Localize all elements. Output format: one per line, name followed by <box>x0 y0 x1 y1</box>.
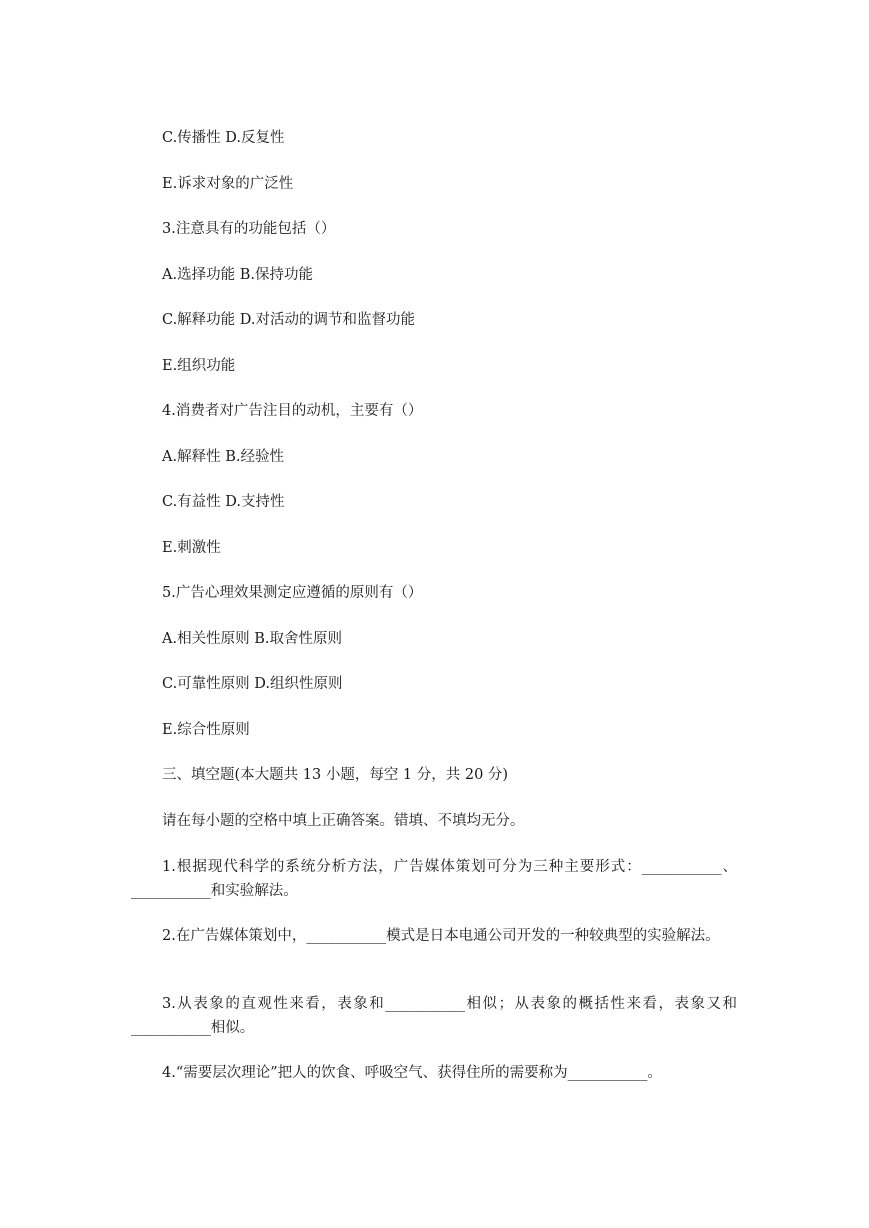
option-line: E.刺激性 <box>162 540 221 556</box>
option-line: E.综合性原则 <box>162 722 250 738</box>
option-line: A.解释性 B.经验性 <box>162 449 284 465</box>
question-line: 4.消费者对广告注目的动机，主要有（） <box>162 403 423 419</box>
section-heading: 三、填空题(本大题共 13 小题，每空 1 分，共 20 分) <box>162 767 509 783</box>
fill-blank-question-2: 2.在广告媒体策划中，___________模式是日本电通公司开发的一种较典型的实验解法。 <box>162 928 720 944</box>
fill-blank-question-1: 1.根据现代科学的系统分析方法，广告媒体策划可分为三种主要形式：___________、___________和实验解法。 <box>131 859 737 899</box>
question-line: 5.广告心理效果测定应遵循的原则有（） <box>162 585 423 601</box>
option-line: A.选择功能 B.保持功能 <box>162 267 313 283</box>
fill-blank-question-4: 4.“需要层次理论”把人的饮食、呼吸空气、获得住所的需要称为___________。 <box>162 1065 662 1081</box>
option-line: A.相关性原则 B.取舍性原则 <box>162 631 342 647</box>
option-line: C.解释功能 D.对活动的调节和监督功能 <box>162 312 416 328</box>
option-line: C.可靠性原则 D.组织性原则 <box>162 676 343 692</box>
option-line: C.有益性 D.支持性 <box>162 494 285 510</box>
question-line: 3.注意具有的功能包括（） <box>162 221 336 237</box>
instruction-line: 请在每小题的空格中填上正确答案。错填、不填均无分。 <box>162 813 525 829</box>
fill-blank-question-3: 3.从表象的直观性来看，表象和___________相似；从表象的概括性来看，表象又和___________相似。 <box>131 996 737 1036</box>
option-line: E.诉求对象的广泛性 <box>162 176 294 192</box>
option-line: E.组织功能 <box>162 358 236 374</box>
option-line: C.传播性 D.反复性 <box>162 130 285 146</box>
